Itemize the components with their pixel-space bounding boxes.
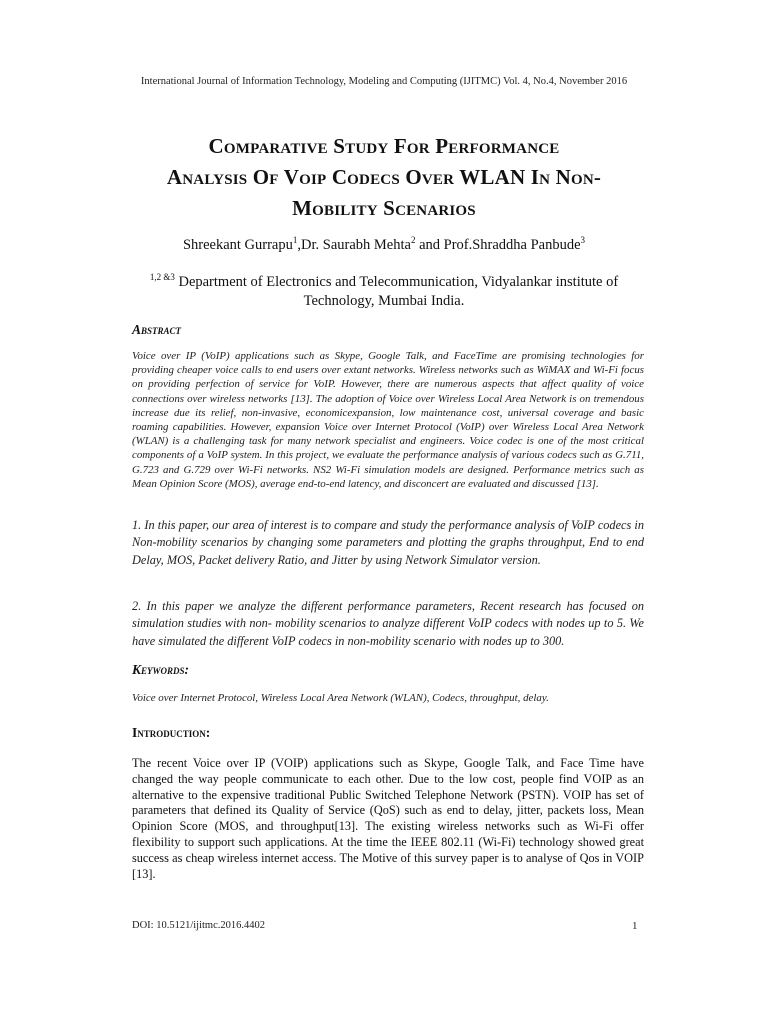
author-list [0, 235, 768, 254]
abstract-point-2: 2. In this paper we analyze the different performance parameters, Recent research has focused on simulation studies with non- mobility scenarios to analyze different VoIP codecs with nodes up to 5. We have simulated the different VoIP codecs in non-mobility scenario with nodes up to 300. [132, 599, 644, 648]
author-affiliation-mark: 3 [580, 235, 586, 245]
paper-title [100, 131, 668, 224]
affiliation-text: Department of Electronics and Telecommunication, Vidyalankar institute of Technology, Mumbai India. [174, 273, 619, 309]
running-header: International Journal of Information Technology, Modeling and Computing (IJITMC) Vol. 4, No.4, November 2016 [140, 76, 628, 87]
author-name: and Prof.Shraddha Panbude [415, 236, 581, 253]
author-affiliation-mark: 1 [292, 235, 298, 245]
footer-doi: DOI: 10.5121/ijitmc.2016.4402 [132, 920, 265, 931]
keywords-heading: Keywords: [132, 662, 190, 677]
affiliation [140, 268, 628, 311]
title-line: Comparative Study For Performance [208, 134, 560, 158]
introduction-body: The recent Voice over IP (VOIP) applications such as Skype, Google Talk, and Face Time have changed the way people communicate to each other. Due to the low cost, people find VOIP as an alternative to the expensive traditional Public Switched Telephone Network (PSTN). VOIP has set of parameters that defined its Quality of Service (QoS) such as end to delay, jitter, packets loss, Mean Opinion Score (MOS, and throughput[13]. The existing wireless networks such as Wi-Fi offer flexibility to support such applications. At the time the IEEE 802.11 (Wi-Fi) technology showed great success as cheap wireless internet access. The Motive of this survey paper is to analyse of Qos in VOIP [13]. [132, 756, 644, 881]
title-line: Mobility Scenarios [292, 196, 476, 220]
page-number: 1 [632, 920, 638, 932]
abstract-point-1: 1. In this paper, our area of interest is to compare and study the performance analysis of VoIP codecs in Non-mobility scenarios by changing some parameters and plotting the graphs throughput, End to end Delay, MOS, Packet delivery Ratio, and Jitter by using Network Simulator version. [132, 518, 644, 567]
keywords-body: Voice over Internet Protocol, Wireless Local Area Network (WLAN), Codecs, throughput, delay. [132, 692, 549, 704]
title-line: Analysis Of Voip Codecs Over WLAN In Non- [166, 165, 602, 189]
author-affiliation-mark: 2 [410, 235, 416, 245]
abstract-heading: Abstract [132, 322, 182, 337]
affiliation-mark: 1,2 &3 [149, 272, 175, 282]
author-name: ,Dr. Saurabh Mehta [297, 236, 411, 253]
author-name: Shreekant Gurrapu [182, 236, 293, 253]
abstract-body: Voice over IP (VoIP) applications such as Skype, Google Talk, and FaceTime are promising technologies for providing cheaper voice calls to end users over extant networks. Wireless networks such as WiMAX and Wi-Fi focus on providing perfection of service for VoIP. However, there are numerous aspects that affect quality of voice connections over wireless networks [13]. The adoption of Voice over Wireless Local Area Network is on tremendous increase due its relief, non-invasive, economicexpansion, low maintenance cost, universal coverage and basic roaming capabilities. However, expansion Voice over Internet Protocol (VoIP) over Wireless Local Area Network (WLAN) is a challenging task for many network specialist and engineers. Voice codec is one of the most critical components of a VoIP system. In this project, we evaluate the performance analysis of various codecs such as G.711, G.723 and G.729 over Wi-Fi networks. NS2 Wi-Fi simulation models are designed. Performance metrics such as Mean Opinion Score (MOS), average end-to-end latency, and disconcert are evaluated and discussed [13]. [132, 350, 644, 490]
introduction-heading: Introduction: [132, 725, 211, 740]
